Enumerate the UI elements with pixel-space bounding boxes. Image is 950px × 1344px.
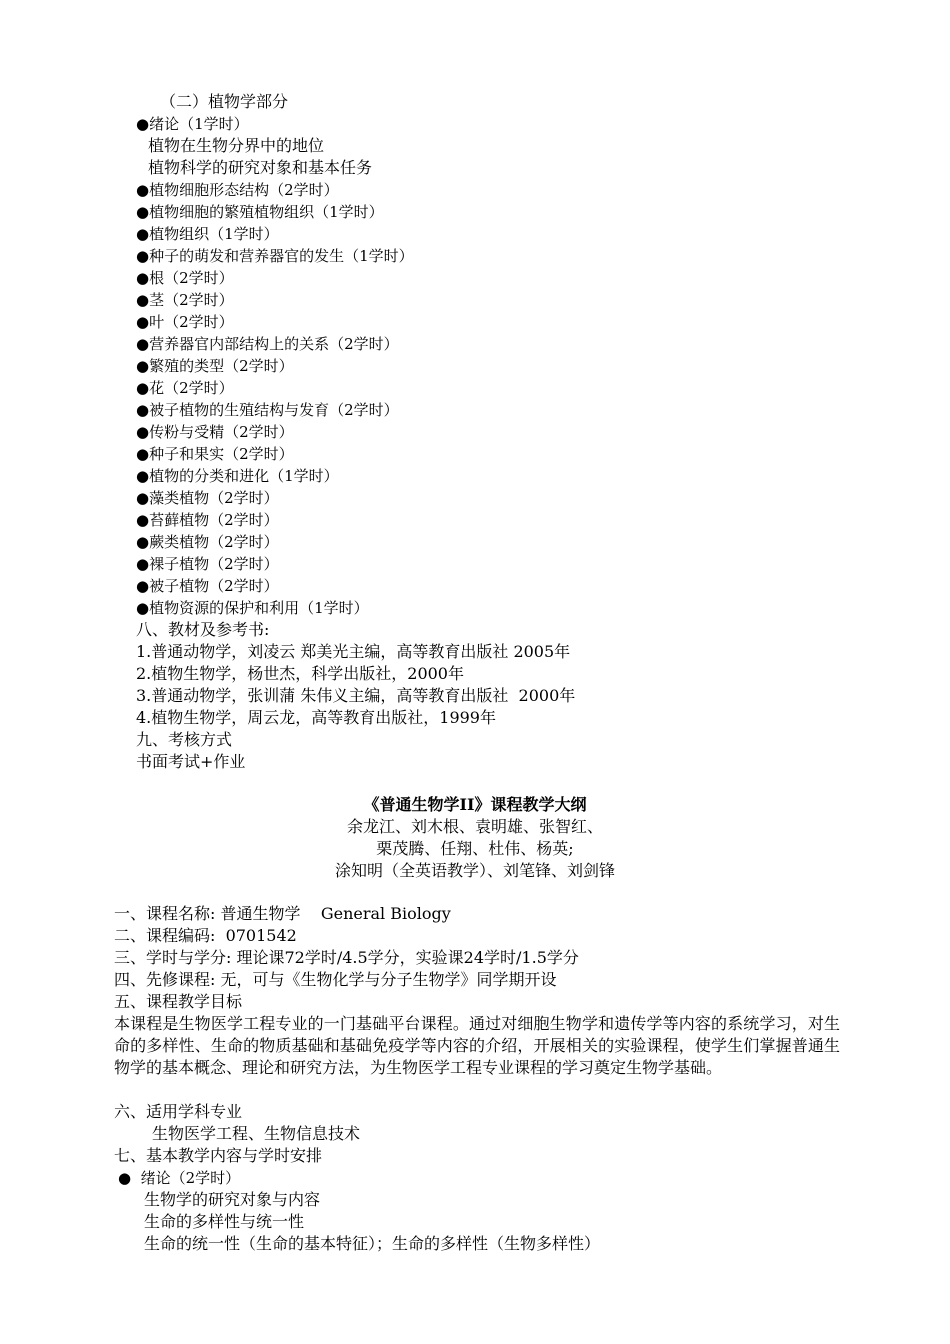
botany-item: ●茎（2学时） xyxy=(136,291,234,309)
textbook-item: 3.普通动物学，张训蒲 朱伟义主编，高等教育出版社 2000年 xyxy=(136,686,576,705)
syllabus-authors-line: 余龙江、刘木根、袁明雄、张智红、 xyxy=(346,817,603,836)
botany-item: ●传粉与受精（2学时） xyxy=(136,423,294,441)
assessment-heading: 九、考核方式 xyxy=(136,730,233,749)
botany-item: ●绪论（1学时） xyxy=(136,115,249,133)
botany-item: ●藻类植物（2学时） xyxy=(136,489,279,507)
botany-item: ●植物细胞的繁殖植物组织（1学时） xyxy=(136,203,384,221)
botany-item: ●种子的萌发和营养器官的发生（1学时） xyxy=(136,247,414,265)
course-prerequisites: 四、先修课程: 无，可与《生物化学与分子生物学》同学期开设 xyxy=(114,970,557,989)
syllabus-authors-line: 栗茂腾、任翔、杜伟、杨英; xyxy=(376,839,574,858)
botany-item: ●种子和果实（2学时） xyxy=(136,445,294,463)
content-subitem: 生物学的研究对象与内容 xyxy=(144,1190,321,1209)
assessment-value: 书面考试+作业 xyxy=(136,752,246,771)
botany-subitem: 植物在生物分界中的地位 xyxy=(148,136,325,155)
textbooks-heading: 八、教材及参考书: xyxy=(136,620,270,639)
botany-item: ●植物组织（1学时） xyxy=(136,225,279,243)
course-objective-paragraph: 本课程是生物医学工程专业的一门基础平台课程。通过对细胞生物学和遗传学等内容的系统学习，对生命的多样性、生命的物质基础和基础免疫学等内容的介绍，开展相关的实验课程，使学生们掌握普通生物学的基本概念、理论和研究方法，为生物医学工程专业课程的学习奠定生物学基础。 xyxy=(114,1014,840,1077)
botany-item: ●花（2学时） xyxy=(136,379,234,397)
botany-item: ●裸子植物（2学时） xyxy=(136,555,279,573)
botany-item: ●叶（2学时） xyxy=(136,313,234,331)
botany-item: ●蕨类植物（2学时） xyxy=(136,533,279,551)
botany-item: ●植物的分类和进化（1学时） xyxy=(136,467,339,485)
botany-item: ●植物细胞形态结构（2学时） xyxy=(136,181,339,199)
course-name: 一、课程名称: 普通生物学 General Biology xyxy=(114,904,451,923)
syllabus-authors-line: 涂知明（全英语教学）、刘笔锋、刘剑锋 xyxy=(334,861,615,880)
course-hours-credits: 三、学时与学分: 理论课72学时/4.5学分，实验课24学时/1.5学分 xyxy=(114,948,579,967)
botany-item: ●根（2学时） xyxy=(136,269,234,287)
botany-item: ●营养器官内部结构上的关系（2学时） xyxy=(136,335,399,353)
textbook-item: 2.植物生物学，杨世杰，科学出版社，2000年 xyxy=(136,664,464,683)
course-code: 二、课程编码: 0701542 xyxy=(114,926,297,945)
botany-item: ●被子植物的生殖结构与发育（2学时） xyxy=(136,401,399,419)
content-subitem: 生命的多样性与统一性 xyxy=(144,1212,305,1231)
content-subitem: 生命的统一性（生命的基本特征）；生命的多样性（生物多样性） xyxy=(144,1234,601,1253)
course-objective-heading: 五、课程教学目标 xyxy=(114,992,243,1011)
content-heading: 七、基本教学内容与学时安排 xyxy=(114,1146,323,1165)
botany-item: ●植物资源的保护和利用（1学时） xyxy=(136,599,369,617)
majors-heading: 六、适用学科专业 xyxy=(114,1102,243,1121)
botany-heading: （二）植物学部分 xyxy=(160,92,289,111)
content-item: ● 绪论（2学时） xyxy=(118,1169,241,1187)
syllabus-title: 《普通生物学II》课程教学大纲 xyxy=(363,795,587,814)
botany-subitem: 植物科学的研究对象和基本任务 xyxy=(148,158,373,177)
textbook-item: 4.植物生物学，周云龙，高等教育出版社，1999年 xyxy=(136,708,496,727)
botany-item: ●被子植物（2学时） xyxy=(136,577,279,595)
majors-value: 生物医学工程、生物信息技术 xyxy=(152,1124,361,1143)
botany-item: ●苔藓植物（2学时） xyxy=(136,511,279,529)
textbook-item: 1.普通动物学，刘凌云 郑美光主编，高等教育出版社 2005年 xyxy=(136,642,571,661)
botany-item: ●繁殖的类型（2学时） xyxy=(136,357,294,375)
